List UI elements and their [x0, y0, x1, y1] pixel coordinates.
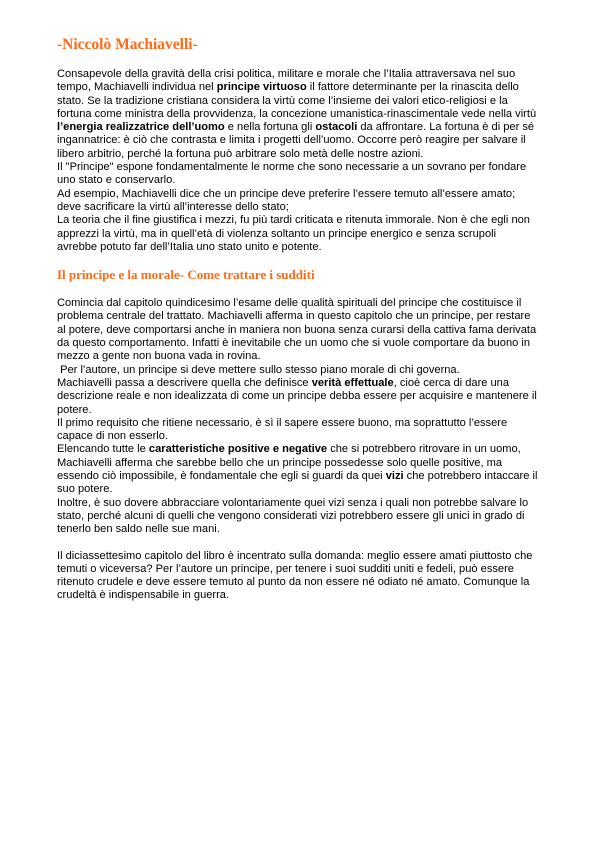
- paragraph-temuto-amato: Ad esempio, Machiavelli dice che un principe deve preferire l’essere temuto all’essere amato; deve sacrificare la virtù all’interesse dello stato;: [57, 187, 516, 213]
- bold-principe-virtuoso: principe virtuoso: [216, 81, 307, 94]
- section-heading: Il principe e la morale- Come trattare i sudditi: [57, 267, 315, 283]
- document-title: -Niccolò Machiavelli-: [57, 36, 198, 53]
- paragraph-verita-effettuale: [57, 377, 539, 417]
- text-run: che potrebbero intaccare il suo potere.: [57, 470, 538, 496]
- paragraph-spacer: [57, 537, 539, 550]
- bold-energia: l’energia realizzatrice dell’uomo: [57, 121, 225, 134]
- text-run: che si potrebbero ritrovare in un uomo, Machiavelli afferma che sarebbe bello che un principe possedesse solo quelle positive, ma essendo ciò impossibile, è fondamentale che egli si guardi da quei: [57, 443, 521, 483]
- text-run: e nella fortuna gli: [224, 121, 316, 134]
- bold-ostacoli: ostacoli: [315, 121, 358, 134]
- text-run: Consapevole della gravità della crisi politica, militare e morale che l’Italia attraversava nel suo tempo, Machiavelli individua nel: [57, 68, 516, 94]
- bold-verita-effettuale: verità effettuale: [311, 376, 394, 389]
- paragraph-principe-norme: Il "Principe" espone fondamentalmente le norme che sono necessarie a un sovrano per fondare uno stato e conservarlo.: [57, 161, 527, 187]
- paragraph-caratteristiche: [57, 443, 539, 496]
- bold-caratteristiche: caratteristiche positive e negative: [148, 443, 328, 456]
- paragraph-virtue-fortune: [57, 68, 539, 161]
- text-run: Machiavelli passa a descrivere quella che definisce: [57, 376, 312, 389]
- paragraph-vizi-necessari: Inoltre, è suo dovere abbracciare volontariamente quei vizi senza i quali non potrebbe salvare lo stato, perché alcuni di quelli che vengono considerati vizi potrebbero essere gli unici in grado di tenerlo ben saldo nelle sue mani.: [57, 496, 529, 536]
- bold-vizi: vizi: [385, 470, 404, 483]
- text-run: il fattore determinante per la rinascita dello stato. Se la tradizione cristiana considera la virtù come l’insieme dei valori etico-religiosi e la fortuna come ministra della provvidenza, la concezione umanistica-rinascimentale vede nella virtù: [57, 81, 537, 120]
- paragraph-fine-mezzi: La teoria che il fine giustifica i mezzi, fu più tardi criticata e ritenuta immorale. Non è che egli non apprezzi la virtù, ma in quell’età di violenza soltanto un principe energico e senza scrupoli avrebbe potuto far dell’Italia uno stato unito e potente.: [57, 214, 530, 253]
- paragraph-capitolo-quindicesimo: Comincia dal capitolo quindicesimo l’esame delle qualità spirituali del principe che costituisce il problema centrale del trattato. Machiavelli afferma in questo capitolo che un principe, per restare al potere, deve comportarsi anche in maniera non buona senza curarsi della cattiva fama derivata da questo comportamento. Infatti è inevitabile che un uomo che si vuole comportare da buono in mezzo a gente non buona vada in rovina.: [57, 297, 537, 363]
- paragraph-piano-morale: Per l’autore, un principe si deve mettere sullo stesso piano morale di chi governa.: [57, 363, 460, 376]
- text-run: da affrontare. La fortuna è di per sé ingannatrice: è ciò che contrasta e limita i progetti dell’uomo. Occorre però reagire per salvare il libero arbitrio, perché la fortuna può arbitrare solo metà delle nostre azioni.: [57, 121, 535, 160]
- text-run: Elencando tutte le: [57, 443, 149, 456]
- document-page: [57, 36, 539, 603]
- text-run: , cioè cerca di dare una descrizione reale e non idealizzata di come un principe debba essere per acquisire e mantenere il potere.: [57, 376, 537, 416]
- paragraph-capitolo-diciassettesimo: Il diciassettesimo capitolo del libro è incentrato sulla domanda: meglio essere amati piuttosto che temuti o viceversa? Per l’autore un principe, per tenere i suoi sudditi uniti e fedeli, può essere ritenuto crudele e deve essere temuto al punto da non essere né odiato né amato. Comunque la crudeltà è indispensabile in guerra.: [57, 549, 533, 602]
- paragraph-primo-requisito: Il primo requisito che ritiene necessario, è sì il sapere essere buono, ma soprattutto l’essere capace di non esserlo.: [57, 416, 508, 443]
